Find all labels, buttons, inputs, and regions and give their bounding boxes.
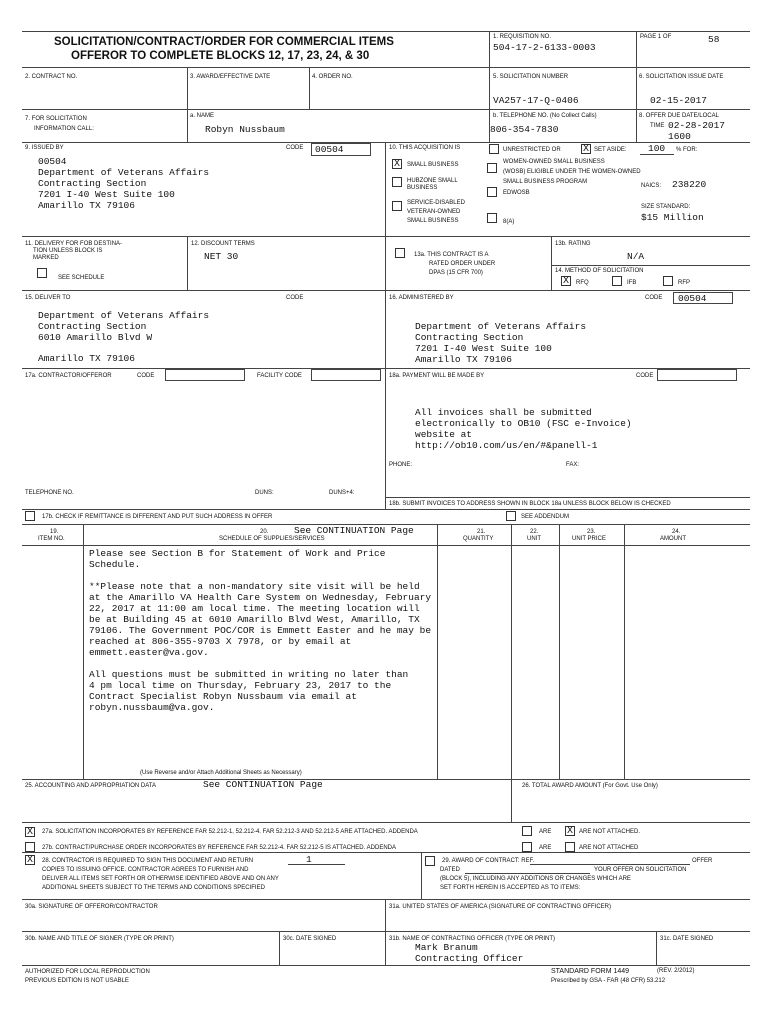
clause-27b-label: 27b. CONTRACT/PURCHASE ORDER INCORPORATES BY REFERENCE FAR 52.212-4. FAR 52.212-5 IS ATTACHED. ADDENDA: [42, 845, 396, 851]
edwosb-label: EDWOSB: [503, 190, 530, 196]
schedule-line: at the Amarillo VA Health Care System on Wednesday, February: [89, 592, 432, 603]
info-call-label-2: INFORMATION CALL:: [34, 126, 94, 132]
unrestricted-checkbox[interactable]: [489, 144, 499, 154]
duns4-label: DUNS+4:: [329, 490, 355, 496]
set-aside-checkbox[interactable]: X: [582, 144, 589, 155]
footer-prescribed: Prescribed by GSA - FAR (48 CFR) 53.212: [551, 978, 666, 984]
offer-due-date[interactable]: 02-28-2017: [668, 120, 726, 131]
offer-due-time[interactable]: 1600: [668, 131, 691, 142]
col-item-no-label: ITEM NO.: [38, 536, 65, 542]
see-schedule-label: SEE SCHEDULE: [58, 275, 105, 281]
info-call-label-1: 7. FOR SOLICITATION: [25, 116, 87, 122]
clause-28-copies[interactable]: 1: [306, 854, 312, 865]
issued-by-code-box[interactable]: [311, 143, 371, 156]
schedule-line: Contract Specialist Robyn Nussbaum via email at: [89, 691, 357, 702]
wosb-label-2: (WOSB) ELIGIBLE UNDER THE WOMEN-OWNED: [503, 169, 641, 175]
clause-28-checkbox[interactable]: X: [26, 855, 33, 866]
administered-by-line-3: 7201 I-40 West Suite 100: [415, 343, 552, 354]
sdvosb-label-1: SERVICE-DISABLED: [407, 200, 465, 206]
administered-by-code: 00504: [678, 293, 707, 304]
unrestricted-label: UNRESTRICTED OR: [503, 147, 561, 153]
27b-are-checkbox[interactable]: [522, 842, 532, 852]
hubzone-label-1: HUBZONE SMALL: [407, 178, 458, 184]
wosb-label-3: SMALL BUSINESS PROGRAM: [503, 179, 588, 185]
8a-checkbox[interactable]: [487, 213, 497, 223]
officer-name-label: 31b. NAME OF CONTRACTING OFFICER (TYPE OR PRINT): [389, 936, 556, 942]
col-schedule-label: SCHEDULE OF SUPPLIES/SERVICES: [219, 536, 325, 542]
clause-28-line-4: ADDITIONAL SHEETS SUBJECT TO THE TERMS AND CONDITIONS SPECIFIED: [42, 885, 265, 891]
27a-are-label: ARE: [539, 829, 552, 835]
administered-by-label: 16. ADMINISTERED BY: [389, 295, 454, 301]
schedule-line: All questions must be submitted in writing no later than: [89, 669, 409, 680]
form-title-line2: OFFEROR TO COMPLETE BLOCKS 12, 17, 23, 24, & 30: [71, 50, 370, 62]
administered-by-line-4: Amarillo TX 79106: [415, 354, 512, 365]
discount-terms-label: 12. DISCOUNT TERMS: [191, 241, 255, 247]
schedule-line: 22, 2017 at 11:00 am local time. The meeting location will: [89, 603, 420, 614]
see-schedule-checkbox[interactable]: [37, 268, 47, 278]
delivery-label-2: TION UNLESS BLOCK IS: [33, 248, 103, 254]
clause-29-line-3: (BLOCK 5), INCLUDING ANY ADDITIONS OR CHANGES WHICH ARE: [440, 876, 631, 882]
schedule-line: 79106. The Government POC/COR is Emmett Easter and he may be: [89, 625, 432, 636]
sdvosb-checkbox[interactable]: [392, 201, 402, 211]
issued-by-line-4: 7201 I-40 West Suite 100: [38, 189, 175, 200]
deliver-to-line-3: 6010 Amarillo Blvd W: [38, 332, 153, 343]
col-schedule-value: See CONTINUATION Page: [294, 525, 414, 536]
col-unit-price-num: 23.: [587, 529, 596, 535]
requisition-number[interactable]: 504-17-2-6133-0003: [493, 42, 596, 53]
rated-order-checkbox[interactable]: [395, 248, 405, 258]
27b-are-not-label: ARE NOT ATTACHED: [579, 845, 639, 851]
remittance-checkbox[interactable]: [25, 511, 35, 521]
rating-value[interactable]: N/A: [627, 251, 645, 262]
col-unit-label: UNIT: [527, 536, 541, 542]
see-addendum-label: SEE ADDENDUM: [521, 514, 570, 520]
rfq-label: RFQ: [576, 280, 589, 286]
27b-are-label: ARE: [539, 845, 552, 851]
rated-order-label-2: RATED ORDER UNDER: [429, 261, 496, 267]
offeror-date-label: 30c. DATE SIGNED: [283, 936, 337, 942]
issue-date-label: 6. SOLICITATION ISSUE DATE: [639, 74, 724, 80]
size-standard[interactable]: $15 Million: [641, 212, 704, 223]
issued-by-line-3: Contracting Section: [38, 178, 147, 189]
27a-are-not-label: ARE NOT ATTACHED.: [579, 829, 641, 835]
wosb-checkbox[interactable]: [487, 163, 497, 173]
rating-label: 13b. RATING: [555, 241, 591, 247]
set-aside-percent[interactable]: 100: [648, 143, 666, 154]
contract-no-label: 2. CONTRACT NO.: [25, 74, 78, 80]
issued-by-line-1: 00504: [38, 156, 67, 167]
submit-invoices-label: 18b. SUBMIT INVOICES TO ADDRESS SHOWN IN BLOCK 18a UNLESS BLOCK BELOW IS CHECKED: [389, 501, 671, 507]
facility-code-label: FACILITY CODE: [257, 373, 302, 379]
col-unit-num: 22.: [530, 529, 539, 535]
issue-date[interactable]: 02-15-2017: [650, 95, 708, 106]
signature-offeror-label: 30a. SIGNATURE OF OFFEROR/CONTRACTOR: [25, 904, 158, 910]
27a-are-checkbox[interactable]: [522, 826, 532, 836]
clause-29-dated: DATED: [440, 867, 460, 873]
payment-phone-label: PHONE:: [389, 462, 413, 468]
percent-for-label: % FOR:: [676, 147, 698, 153]
clause-28-line-3: DELIVER ALL ITEMS SET FORTH OR OTHERWISE IDENTIFIED ABOVE AND ON ANY: [42, 876, 279, 882]
accounting-label: 25. ACCOUNTING AND APPROPRIATION DATA: [25, 783, 157, 789]
payment-line-1: All invoices shall be submitted: [415, 407, 592, 418]
sdvosb-label-3: SMALL BUSINESS: [407, 218, 459, 224]
telephone-no-label: TELEPHONE NO.: [25, 490, 74, 496]
award-date-label: 3. AWARD/EFFECTIVE DATE: [190, 74, 271, 80]
size-standard-label: SIZE STANDARD:: [641, 204, 691, 210]
payment-line-3: website at: [415, 429, 473, 440]
footer-previous-edition: PREVIOUS EDITION IS NOT USABLE: [25, 978, 129, 984]
schedule-line: Schedule.: [89, 559, 141, 570]
schedule-line: be at Building 45 at 6010 Amarillo Blvd West, Amarillo, TX: [89, 614, 420, 625]
col-item-no-num: 19.: [50, 529, 59, 535]
clause-28-line-2: COPIES TO ISSUING OFFICE. CONTRACTOR AGREES TO FURNISH AND: [42, 867, 249, 873]
payment-line-4: http://ob10.com/us/en/#&panell-1: [415, 440, 598, 451]
schedule-line: 4 pm local time on Thursday, February 23, 2017 to the: [89, 680, 392, 691]
telephone-number[interactable]: 806-354-7830: [490, 124, 559, 135]
naics-code[interactable]: 238220: [672, 179, 707, 190]
issued-by-code-label: CODE: [286, 145, 304, 151]
administered-by-line-1: Department of Veterans Affairs: [415, 321, 587, 332]
27b-are-not-checkbox[interactable]: [565, 842, 575, 852]
clause-27a-checkbox[interactable]: X: [26, 827, 33, 838]
set-aside-label: SET ASIDE:: [594, 147, 627, 153]
27a-are-not-checkbox[interactable]: X: [566, 826, 573, 837]
ifb-label: IFB: [627, 280, 637, 286]
small-business-checkbox[interactable]: X: [393, 159, 400, 170]
schedule-line: reached at 806-355-9703 X 7978, or by email at: [89, 636, 352, 647]
deliver-to-line-1: Department of Veterans Affairs: [38, 310, 210, 321]
contractor-code-box[interactable]: [165, 369, 245, 381]
schedule-line: robyn.nussbaum@va.gov.: [89, 702, 215, 713]
footer-reproduction: AUTHORIZED FOR LOCAL REPRODUCTION: [25, 969, 150, 975]
requisition-label: 1. REQUISITION NO.: [493, 34, 552, 40]
deliver-to-label: 15. DELIVER TO: [25, 295, 71, 301]
clause-29-checkbox[interactable]: [425, 856, 435, 866]
offer-due-label: 8. OFFER DUE DATE/LOCAL: [639, 113, 719, 119]
ifb-checkbox[interactable]: [612, 276, 622, 286]
discount-terms[interactable]: NET 30: [204, 251, 239, 262]
payment-fax-label: FAX:: [566, 462, 580, 468]
administered-by-code-label: CODE: [645, 295, 663, 301]
col-quantity-num: 21.: [477, 529, 486, 535]
administered-by-line-2: Contracting Section: [415, 332, 524, 343]
form-title-line1: SOLICITATION/CONTRACT/ORDER FOR COMMERCIAL ITEMS: [54, 36, 394, 48]
clause-28-line-1: 28. CONTRACTOR IS REQUIRED TO SIGN THIS DOCUMENT AND RETURN: [42, 858, 254, 864]
duns-label: DUNS:: [255, 490, 274, 496]
order-no-label: 4. ORDER NO.: [312, 74, 353, 80]
solicitation-number[interactable]: VA257-17-Q-0406: [493, 95, 579, 106]
col-schedule-num: 20.: [260, 529, 269, 535]
schedule-line: **Please note that a non-mandatory site visit will be held: [89, 581, 420, 592]
total-award-label: 26. TOTAL AWARD AMOUNT (For Govt. Use Only): [522, 783, 658, 789]
clause-29-offer: OFFER: [692, 858, 713, 864]
deliver-to-code-label: CODE: [286, 295, 304, 301]
telephone-label: b. TELEPHONE NO. (No Collect Calls): [493, 113, 597, 119]
hubzone-label-2: BUSINESS: [407, 185, 438, 191]
contractor-label: 17a. CONTRACTOR/OFFEROR: [25, 373, 112, 379]
payment-code-label: CODE: [636, 373, 654, 379]
offer-due-time-label: TIME: [650, 123, 665, 129]
schedule-line: emmett.easter@va.gov.: [89, 647, 209, 658]
clause-27b-checkbox[interactable]: [25, 842, 35, 852]
officer-name: Mark Branum: [415, 942, 478, 953]
8a-label: 8(A): [503, 219, 515, 225]
officer-title: Contracting Officer: [415, 953, 524, 964]
rated-order-label-1: 13a. THIS CONTRACT IS A: [414, 252, 489, 258]
sdvosb-label-2: VETERAN-OWNED: [407, 209, 461, 215]
col-unit-price-label: UNIT PRICE: [572, 536, 606, 542]
payment-label: 18a. PAYMENT WILL BE MADE BY: [389, 373, 485, 379]
col-amount-num: 24.: [672, 529, 681, 535]
hubzone-checkbox[interactable]: [392, 177, 402, 187]
issued-by-label: 9. ISSUED BY: [25, 145, 64, 151]
rfp-checkbox[interactable]: [663, 276, 673, 286]
schedule-line: Please see Section B for Statement of Work and Price: [89, 548, 386, 559]
rfq-checkbox[interactable]: X: [562, 276, 569, 287]
issued-by-line-5: Amarillo TX 79106: [38, 200, 135, 211]
wosb-label-1: WOMEN-OWNED SMALL BUSINESS: [503, 159, 605, 165]
signature-officer-label: 31a. UNITED STATES OF AMERICA (SIGNATURE OF CONTRACTING OFFICER): [389, 904, 612, 910]
clause-27a-label: 27a. SOLICITATION INCORPORATES BY REFERENCE FAR 52.212-1, 52.212-4. FAR 52.212-3 AND 52.212-5 ARE ATTACHED. ADDENDA: [42, 829, 418, 835]
clause-29-your-offer: YOUR OFFER ON SOLICITATION: [594, 867, 687, 873]
page-total: 58: [708, 34, 720, 45]
reverse-note: (Use Reverse and/or Attach Additional Sheets as Necessary): [140, 770, 302, 776]
administered-by-code-box[interactable]: [673, 292, 733, 304]
solicitation-number-label: 5. SOLICITATION NUMBER: [493, 74, 569, 80]
name-label: a. NAME: [190, 113, 215, 119]
payment-code-box[interactable]: [657, 369, 737, 381]
delivery-label-1: 11. DELIVERY FOR FOB DESTINA-: [25, 241, 123, 247]
issued-by-code: 00504: [315, 144, 344, 155]
contact-name[interactable]: Robyn Nussbaum: [205, 124, 285, 135]
remittance-label: 17b. CHECK IF REMITTANCE IS DIFFERENT AND PUT SUCH ADDRESS IN OFFER: [42, 514, 273, 520]
naics-label: NAICS:: [641, 183, 662, 189]
contractor-code-label: CODE: [137, 373, 155, 379]
delivery-label-3: MARKED: [33, 255, 59, 261]
col-quantity-label: QUANTITY: [463, 536, 494, 542]
officer-date-label: 31c. DATE SIGNED: [660, 936, 714, 942]
see-addendum-checkbox[interactable]: [506, 511, 516, 521]
accounting-value[interactable]: See CONTINUATION Page: [203, 779, 323, 790]
acquisition-label: 10. THIS ACQUISITION IS: [389, 145, 461, 151]
col-amount-label: AMOUNT: [660, 536, 686, 542]
footer-revision: (REV. 2/2012): [657, 968, 695, 974]
rfp-label: RFP: [678, 280, 690, 286]
rated-order-label-3: DPAS (15 CFR 700): [429, 270, 483, 276]
footer-form-name: STANDARD FORM 1449: [551, 968, 630, 975]
small-business-label: SMALL BUSINESS: [407, 162, 459, 168]
issued-by-line-2: Department of Veterans Affairs: [38, 167, 210, 178]
page-label: PAGE 1 OF: [640, 34, 672, 40]
signer-name-label: 30b. NAME AND TITLE OF SIGNER (TYPE OR PRINT): [25, 936, 174, 942]
edwosb-checkbox[interactable]: [487, 187, 497, 197]
clause-29-line-1: 29. AWARD OF CONTRACT: REF.: [442, 858, 535, 864]
method-label: 14. METHOD OF SOLICITATION: [555, 268, 644, 274]
deliver-to-line-2: Contracting Section: [38, 321, 147, 332]
deliver-to-line-5: Amarillo TX 79106: [38, 353, 135, 364]
facility-code-box[interactable]: [311, 369, 381, 381]
clause-29-line-4: SET FORTH HEREIN IS ACCEPTED AS TO ITEMS:: [440, 885, 581, 891]
payment-line-2: electronically to OB10 (FSC e-Invoice): [415, 418, 632, 429]
